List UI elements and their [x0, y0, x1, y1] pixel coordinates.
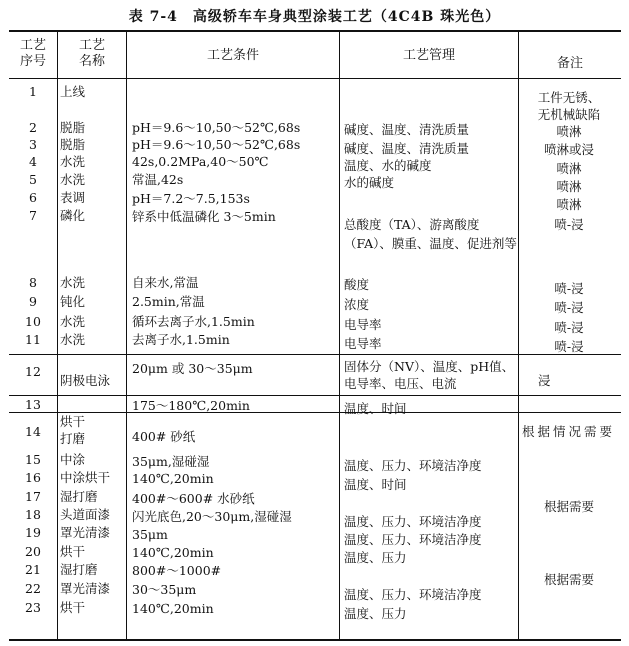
row-name: 罩光清漆 — [60, 581, 111, 596]
row-note: 喷-浸 — [554, 217, 584, 232]
row-cond: pH＝7.2～7.5,153s — [132, 191, 250, 206]
row-name: 罩光清漆 — [60, 525, 111, 540]
row-name: 烘干打磨 — [60, 414, 86, 446]
row-note: 根据情况需要 — [522, 424, 616, 439]
row-cond: 锌系中低温磷化 3～5min — [132, 209, 276, 224]
row-no: 13 — [25, 397, 41, 412]
row-cond: 800#～1000# — [132, 563, 222, 578]
row-no: 21 — [25, 562, 41, 577]
row-name: 脱脂 — [60, 137, 86, 152]
row-cond: 循环去离子水,1.5min — [132, 314, 255, 329]
row-name: 脱脂 — [60, 120, 86, 135]
row-cond: 35μm,湿碰湿 — [132, 454, 210, 469]
row-note: 喷-浸 — [554, 300, 584, 315]
row-mgmt: 温度、压力、环境洁净度 — [344, 458, 482, 473]
row-cond: 35μm — [132, 527, 168, 542]
row-mgmt: 温度、压力、环境洁净度 — [344, 532, 482, 547]
row-no: 6 — [29, 190, 37, 205]
row-mgmt: 温度、时间 — [344, 401, 407, 416]
row-note-line1: 工件无锈、 — [537, 90, 601, 105]
row-note: 喷淋 — [556, 161, 582, 176]
row-cond: 自来水,常温 — [132, 275, 199, 290]
row-mgmt: 水的碱度 — [344, 175, 395, 190]
row-name: 水洗 — [60, 332, 86, 347]
row-note: 喷-浸 — [554, 281, 584, 296]
row-note: 浸 — [538, 373, 551, 388]
row-name: 表调 — [60, 190, 86, 205]
bottom-rule — [9, 639, 621, 641]
row-cond: 30～35μm — [132, 582, 197, 597]
row-no: 11 — [25, 332, 41, 347]
row-cond: 去离子水,1.5min — [132, 332, 230, 347]
row-mgmt: 酸度 — [344, 277, 370, 292]
header-rule — [9, 78, 621, 79]
row-mgmt: 碱度、温度、清洗质量 — [344, 141, 470, 156]
row-name: 烘干 — [60, 544, 86, 559]
row-no: 15 — [25, 452, 41, 467]
row-mgmt: 碱度、温度、清洗质量 — [344, 122, 470, 137]
row-note: 喷淋 — [556, 124, 582, 139]
row-name: 钝化 — [60, 294, 86, 309]
row-note: 喷淋 — [556, 179, 582, 194]
row-mgmt: 温度、压力 — [344, 550, 407, 565]
section-rule-2 — [9, 395, 621, 396]
row-name: 湿打磨 — [60, 562, 98, 577]
row-note: 喷淋或浸 — [543, 142, 594, 157]
row-name: 上线 — [60, 84, 86, 99]
row-no: 4 — [29, 154, 37, 169]
row-name: 水洗 — [60, 314, 86, 329]
row-cond: 140℃,20min — [132, 471, 214, 486]
row-cond: 常温,42s — [132, 172, 184, 187]
row-no: 12 — [25, 364, 41, 379]
row-note: 喷淋 — [556, 197, 582, 212]
row-no: 14 — [25, 424, 41, 439]
row-no: 17 — [25, 489, 41, 504]
row-name: 水洗 — [60, 154, 86, 169]
header-no — [9, 38, 57, 70]
row-cond: 140℃,20min — [132, 545, 214, 560]
row-no: 8 — [29, 275, 37, 290]
row-name: 烘干 — [60, 600, 86, 615]
row-mgmt: 电导率 — [344, 336, 382, 351]
row-cond: 140℃,20min — [132, 601, 214, 616]
row-no: 5 — [29, 172, 37, 187]
row-no: 2 — [29, 120, 37, 135]
row-no: 18 — [25, 507, 41, 522]
header-cond: 工艺条件 — [206, 48, 259, 63]
row-mgmt: 温度、压力、环境洁净度 — [344, 587, 482, 602]
column-divider — [126, 32, 127, 639]
row-mgmt: 温度、时间 — [344, 477, 407, 492]
row-no: 19 — [25, 525, 41, 540]
row-cond: pH＝9.6～10,50～52℃,68s — [132, 120, 301, 135]
row-name: 水洗 — [60, 172, 86, 187]
row-cond: 闪光底色,20～30μm,湿碰湿 — [132, 509, 292, 524]
row-mgmt: 浓度 — [344, 297, 370, 312]
row-cond: 400# 砂纸 — [132, 429, 196, 444]
row-cond: 2.5min,常温 — [132, 294, 205, 309]
header-no-line1: 工艺 — [19, 38, 46, 53]
row-mgmt: 温度、压力、环境洁净度 — [344, 514, 482, 529]
row-name: 湿打磨 — [60, 489, 98, 504]
row-mgmt: 总酸度（TA）、游离酸度（FA）、膜重、温度、促进剂等 — [344, 217, 517, 251]
row-no: 22 — [25, 581, 41, 596]
row-note: 根据需要 — [543, 572, 594, 587]
process-table — [9, 30, 621, 641]
row-name: 头道面漆 — [60, 507, 111, 522]
header-no-line2: 序号 — [19, 54, 46, 69]
row-no: 16 — [25, 470, 41, 485]
column-divider — [57, 32, 58, 639]
row-no: 9 — [29, 294, 37, 309]
row-note: 喷-浸 — [554, 339, 584, 354]
header-name — [58, 38, 126, 70]
row-mgmt: 温度、水的碱度 — [344, 158, 432, 173]
row-cond: pH＝9.6～10,50～52℃,68s — [132, 137, 301, 152]
row-no: 20 — [25, 544, 41, 559]
header-note: 备注 — [556, 56, 583, 71]
row-mgmt: 电导率 — [344, 317, 382, 332]
row-note: 根据需要 — [543, 499, 594, 514]
row-cond: 175～180℃,20min — [132, 398, 250, 413]
row-no: 10 — [25, 314, 41, 329]
row-name: 中涂 — [60, 452, 86, 467]
header-name-line1: 工艺 — [78, 38, 105, 53]
column-divider — [339, 32, 340, 639]
row-no: 1 — [29, 84, 37, 99]
row-name: 水洗 — [60, 275, 86, 290]
header-mgmt: 工艺管理 — [402, 48, 455, 63]
row-cond: 20μm 或 30～35μm — [132, 361, 253, 376]
row-no: 23 — [25, 600, 41, 615]
row-note: 喷-浸 — [554, 320, 584, 335]
row-mgmt: 固体分（NV）、温度、pH值、电导率、电压、电流 — [344, 359, 515, 391]
row-cond: 42s,0.2MPa,40～50℃ — [132, 154, 269, 169]
row-name: 阴极电泳 — [60, 373, 111, 388]
row-note-line2: 无机械缺陷 — [537, 107, 601, 122]
header-name-line2: 名称 — [78, 54, 105, 69]
top-rule — [9, 30, 621, 32]
row-cond: 400#～600# 水砂纸 — [132, 491, 255, 506]
row-mgmt: 温度、压力 — [344, 606, 407, 621]
row-name: 磷化 — [60, 208, 86, 223]
table-title: 表 7-4 高级轿车车身典型涂装工艺（4C4B 珠光色） — [128, 9, 501, 25]
row-name: 中涂烘干 — [60, 470, 111, 485]
row-no: 3 — [29, 137, 37, 152]
row-no: 7 — [29, 208, 37, 223]
